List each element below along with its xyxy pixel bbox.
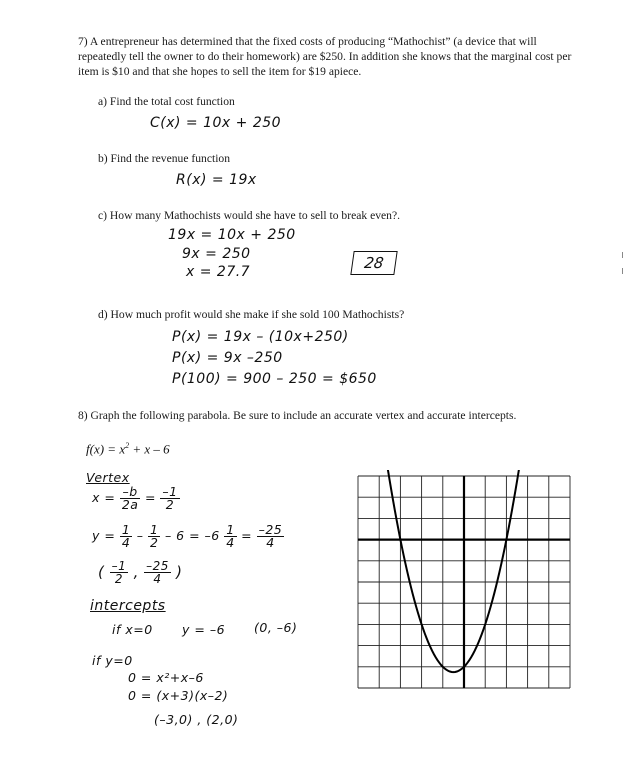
x-intercept-work-1: 0 = x²+x–6 <box>128 670 204 685</box>
vertex-heading: Vertex <box>86 470 130 485</box>
x-intercept-condition: if y=0 <box>92 653 133 668</box>
vertex-point: ( $\frac{-1}{2}$ , $\frac{-25}{4}$ ) <box>98 559 183 586</box>
margin-mark <box>622 268 623 274</box>
graph-curve <box>378 470 528 672</box>
y-intercept-condition: if x=0 <box>112 622 153 637</box>
q7c-work-line-2: 9x = 250 <box>182 246 251 262</box>
vertex-x-formula: x = $\frac{-b}{2a}$ = $\frac{-1}{2}$ <box>92 484 178 512</box>
q7c-work-line-1: 19x = 10x + 250 <box>168 227 296 243</box>
parabola-graph <box>352 470 576 694</box>
q7d-work-line-3: P(100) = 900 – 250 = $650 <box>172 371 377 387</box>
q7d-work-line-1: P(x) = 19x – (10x+250) <box>172 329 349 345</box>
x-intercept-work-2: 0 = (x+3)(x–2) <box>128 688 229 703</box>
question-8-prompt: 8) Graph the following parabola. Be sure to include an accurate vertex and accurate intercepts. <box>78 409 517 422</box>
q7b-answer: R(x) = 19x <box>176 172 257 188</box>
q7d-label: d) How much profit would she make if she sold 100 Mathochists? <box>98 308 405 321</box>
q7c-label: c) How many Mathochists would she have to sell to break even?. <box>98 209 401 222</box>
boxed-answer: 28 <box>350 251 397 275</box>
parabola-curve <box>382 470 524 672</box>
q7d-work-line-2: P(x) = 9x –250 <box>172 350 283 366</box>
x-intercept-points: (–3,0) , (2,0) <box>154 712 239 727</box>
vertex-y-computation: y = $\frac{1}{4}$ – $\frac{1}{2}$ – 6 = –6 $\frac{1}{4}$ = $\frac{-25}{4}$ <box>92 522 283 550</box>
y-intercept-point: (0, –6) <box>254 620 298 635</box>
y-intercept-result: y = –6 <box>182 622 226 637</box>
q7a-answer: C(x) = 10x + 250 <box>150 115 282 131</box>
q7c-work-line-3: x = 27.7 <box>186 264 251 280</box>
question-7-prompt: 7) A entrepreneur has determined that the fixed costs of producing “Mathochist” (a device that will repeatedly tell the owner to do their homework) are $250. In addition she knows that the marginal cost per item is $10 and that she hopes to sell the item for $19 apiece. <box>78 35 572 78</box>
q7b-label: b) Find the revenue function <box>98 152 231 165</box>
function-definition: $f(x) = x^2 + x - 6$ <box>86 441 170 457</box>
margin-mark <box>622 252 623 258</box>
q7a-label: a) Find the total cost function <box>98 95 235 108</box>
intercepts-heading: intercepts <box>90 598 166 614</box>
